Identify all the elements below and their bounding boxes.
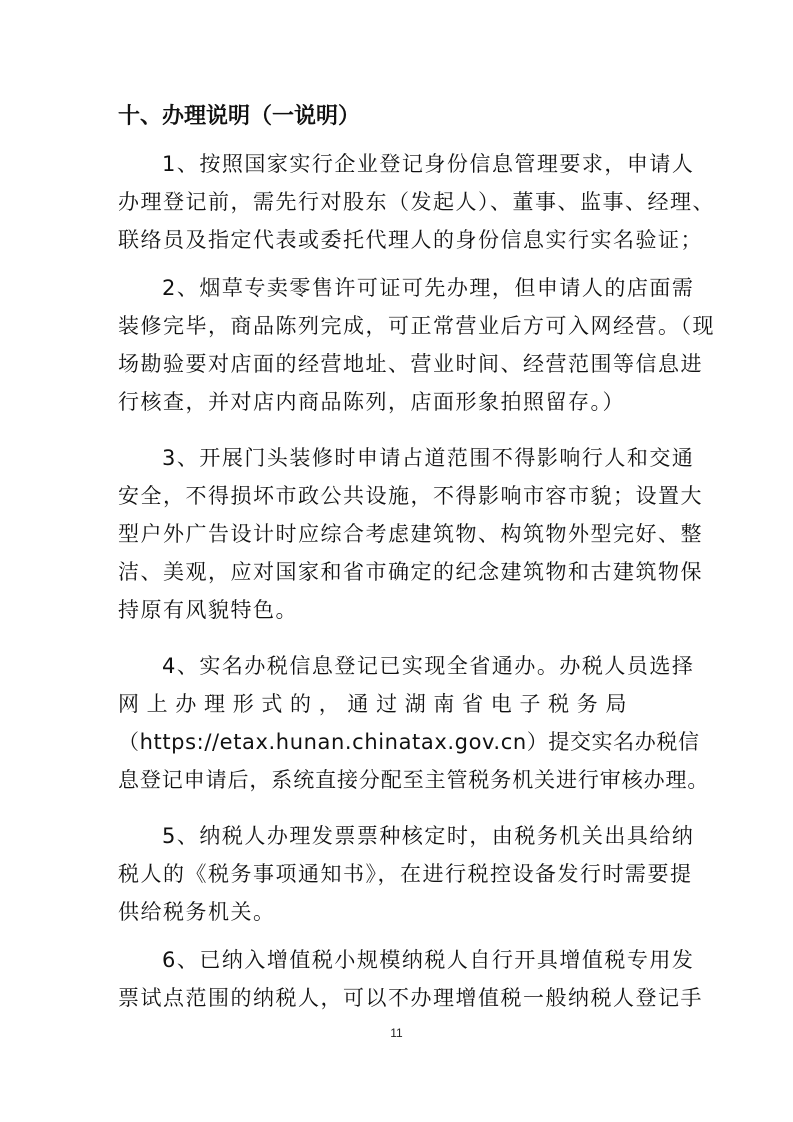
paragraph-6-line-2: 票试点范围的纳税人，可以不办理增值税一般纳税人登记手 — [118, 986, 703, 1010]
paragraph-4-line-3: （https://etax.hunan.chinatax.gov.cn）提交实名办税信 — [118, 730, 700, 754]
page-number: 11 — [390, 1026, 403, 1040]
paragraph-4-line-1: 4、实名办税信息登记已实现全省通办。办税人员选择 — [162, 654, 695, 678]
paragraph-6-line-1: 6、已纳入增值税小规模纳税人自行开具增值税专用发 — [162, 948, 695, 972]
paragraph-3-line-1: 3、开展门头装修时申请占道范围不得影响行人和交通 — [162, 446, 695, 470]
paragraph-5-line-1: 5、纳税人办理发票票种核定时，由税务机关出具给纳 — [162, 824, 695, 848]
paragraph-2-line-4: 行核查，并对店内商品陈列，店面形象拍照留存。） — [118, 390, 625, 414]
paragraph-4-line-2: 网 上 办 理 形 式 的 ， 通 过 湖 南 省 电 子 税 务 局 — [118, 692, 627, 716]
paragraph-5-line-3: 供给税务机关。 — [118, 900, 276, 924]
paragraph-3-line-2: 安全，不得损坏市政公共设施，不得影响市容市貌；设置大 — [118, 484, 703, 508]
paragraph-3-line-4: 洁、美观，应对国家和省市确定的纪念建筑物和古建筑物保 — [118, 560, 703, 584]
paragraph-5-line-2: 税人的《税务事项通知书》，在进行税控设备发行时需要提 — [118, 862, 693, 886]
paragraph-1-line-2: 办理登记前，需先行对股东（发起人）、董事、监事、经理、 — [118, 190, 715, 214]
paragraph-1-line-3: 联络员及指定代表或委托代理人的身份信息实行实名验证； — [118, 228, 703, 252]
paragraph-3-line-5: 持原有风貌特色。 — [118, 598, 298, 622]
paragraph-3-line-3: 型户外广告设计时应综合考虑建筑物、构筑物外型完好、整 — [118, 522, 703, 546]
paragraph-2-line-3: 场勘验要对店面的经营地址、营业时间、经营范围等信息进 — [118, 352, 703, 376]
paragraph-2-line-2: 装修完毕，商品陈列完成，可正常营业后方可入网经营。（现 — [118, 314, 715, 338]
paragraph-4-line-4: 息登记申请后，系统直接分配至主管税务机关进行审核办理。 — [118, 768, 710, 792]
paragraph-2-line-1: 2、烟草专卖零售许可证可先办理，但申请人的店面需 — [162, 276, 695, 300]
section-heading: 十、办理说明（一说明） — [118, 104, 361, 129]
paragraph-1-line-1: 1、按照国家实行企业登记身份信息管理要求，申请人 — [162, 152, 695, 176]
